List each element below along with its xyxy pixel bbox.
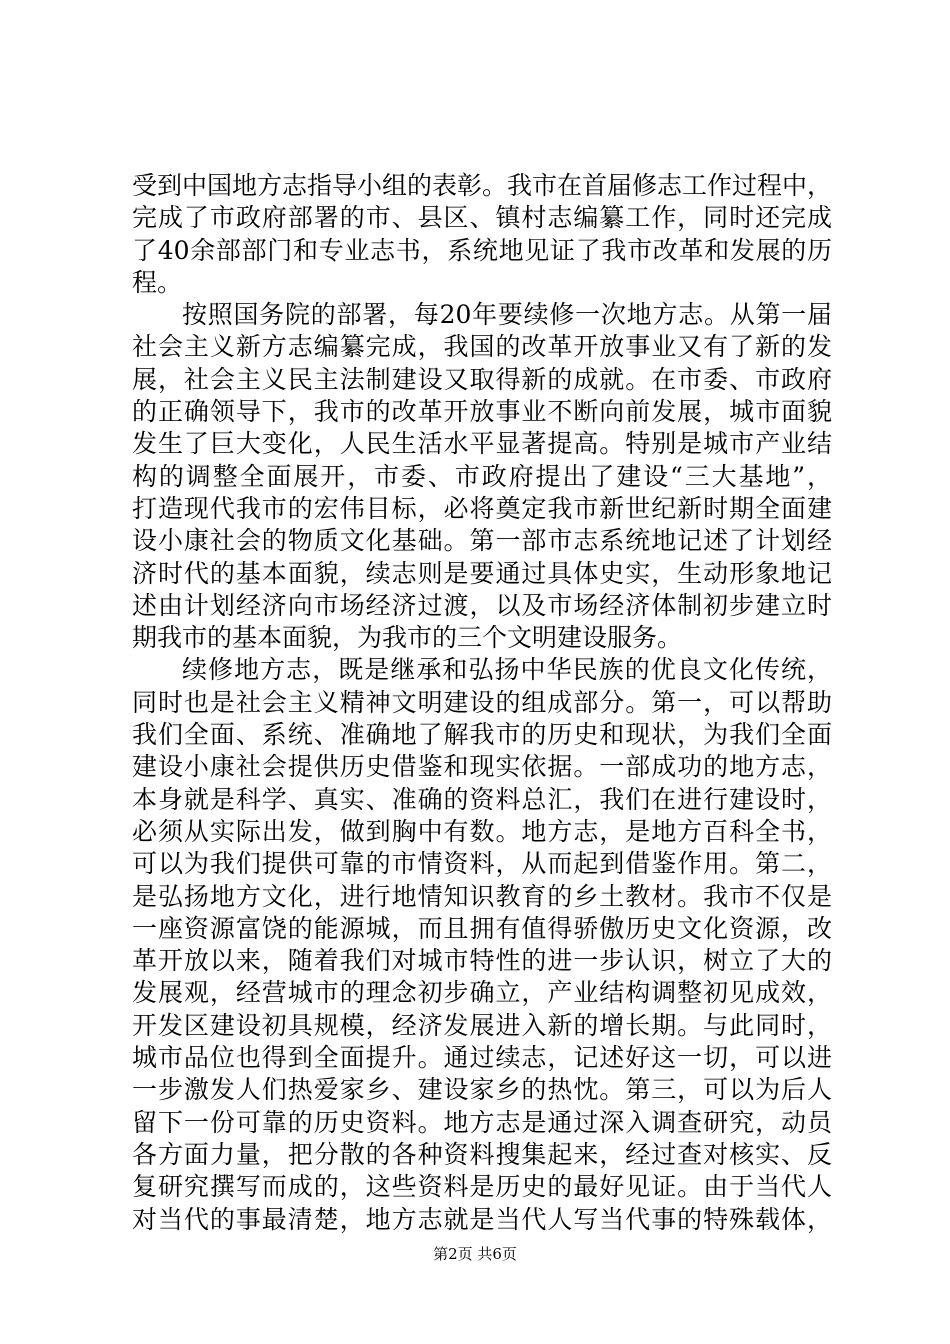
page-number-footer: 第2页 共6页: [433, 1245, 517, 1263]
paragraph-start-line: 按照国务院的部署，每20年要续修一次地方志。从第一届: [182, 300, 832, 330]
text-line: 复研究撰写而成的，这些资料是历史的最好见证。由于当代人: [132, 1172, 832, 1202]
text-line: 述由计划经济向市场经济过渡，以及市场经济体制初步建立时: [132, 590, 832, 620]
text-line: 本身就是科学、真实、准确的资料总汇，我们在进行建设时，: [132, 784, 832, 814]
text-line: 建设小康社会提供历史借鉴和现实依据。一部成功的地方志，: [132, 752, 832, 782]
text-line: 对当代的事最清楚，地方志就是当代人写当代事的特殊载体，: [132, 1204, 832, 1234]
text-line: 期我市的基本面貌，为我市的三个文明建设服务。: [132, 623, 683, 653]
text-line: 的正确领导下，我市的改革开放事业不断向前发展，城市面貌: [132, 397, 832, 427]
text-line: 济时代的基本面貌，续志则是要通过具体史实，生动形象地记: [132, 558, 832, 588]
text-line: 构的调整全面展开，市委、市政府提出了建设“三大基地”，: [132, 461, 832, 491]
text-line: 留下一份可靠的历史资料。地方志是通过深入调查研究，动员: [132, 1107, 832, 1137]
text-line: 同时也是社会主义精神文明建设的组成部分。第一，可以帮助: [132, 687, 832, 717]
text-line: 展，社会主义民主法制建设又取得新的成就。在市委、市政府: [132, 364, 832, 394]
text-line: 是弘扬地方文化，进行地情知识教育的乡土教材。我市不仅是: [132, 881, 832, 911]
text-line: 完成了市政府部署的市、县区、镇村志编纂工作，同时还完成: [132, 203, 832, 233]
text-line: 打造现代我市的宏伟目标，必将奠定我市新世纪新时期全面建: [132, 493, 832, 523]
text-line: 发生了巨大变化，人民生活水平显著提高。特别是城市产业结: [132, 429, 832, 459]
text-line: 设小康社会的物质文化基础。第一部市志系统地记述了计划经: [132, 526, 832, 556]
text-line: 城市品位也得到全面提升。通过续志，记述好这一切，可以进: [132, 1043, 832, 1073]
text-line: 程。: [132, 267, 183, 297]
paragraph-start-line: 续修地方志，既是继承和弘扬中华民族的优良文化传统，: [182, 655, 832, 685]
text-line: 发展观，经营城市的理念初步确立，产业结构调整初见成效，: [132, 978, 832, 1008]
text-line: 我们全面、系统、准确地了解我市的历史和现状，为我们全面: [132, 720, 832, 750]
text-line: 一座资源富饶的能源城，而且拥有值得骄傲历史文化资源，改: [132, 913, 832, 943]
text-line: 各方面力量，把分散的各种资料搜集起来，经过查对核实、反: [132, 1139, 832, 1169]
text-line: 受到中国地方志指导小组的表彰。我市在首届修志工作过程中，: [132, 171, 833, 200]
text-line: 可以为我们提供可靠的市情资料，从而起到借鉴作用。第二，: [132, 849, 832, 879]
body-text: [132, 170, 832, 1236]
text-line: 一步激发人们热爱家乡、建设家乡的热忱。第三，可以为后人: [132, 1075, 832, 1105]
text-line: 了40余部部门和专业志书，系统地见证了我市改革和发展的历: [132, 235, 832, 265]
text-line: 革开放以来，随着我们对城市特性的进一步认识，树立了大的: [132, 946, 832, 976]
text-line: 社会主义新方志编纂完成，我国的改革开放事业又有了新的发: [132, 332, 832, 362]
text-line: 必须从实际出发，做到胸中有数。地方志，是地方百科全书，: [132, 816, 832, 846]
text-line: 开发区建设初具规模，经济发展进入新的增长期。与此同时，: [132, 1010, 832, 1040]
